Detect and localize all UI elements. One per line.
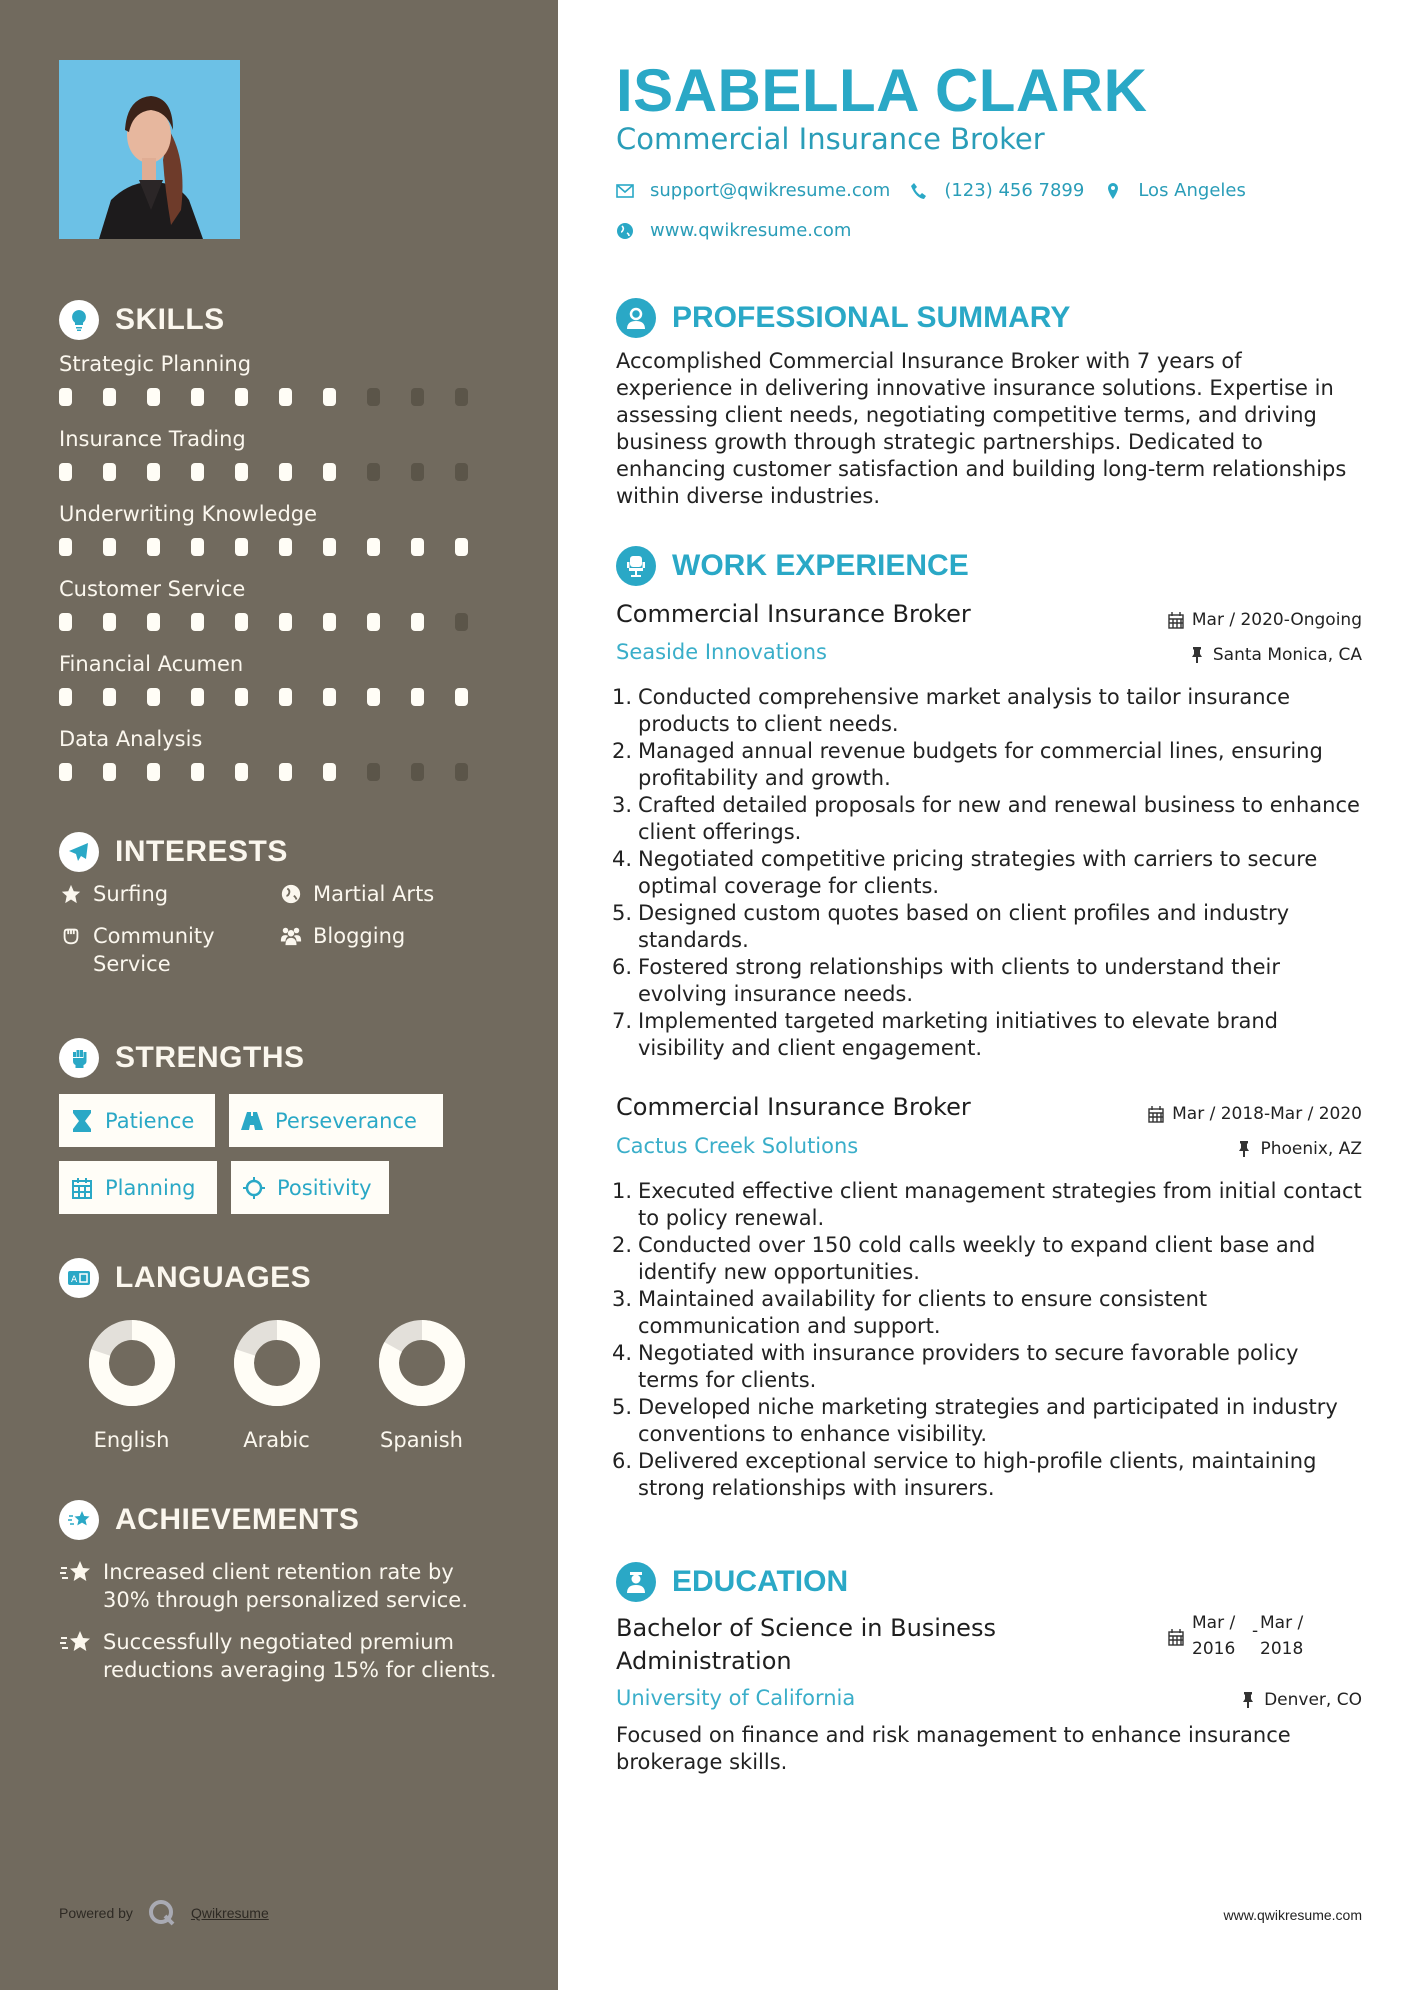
job-company: Seaside Innovations xyxy=(616,640,827,664)
globe-icon xyxy=(616,222,634,240)
skill-rating xyxy=(59,688,499,706)
svg-text:A: A xyxy=(71,1275,78,1285)
shooting-star-icon xyxy=(59,1628,93,1658)
candidate-name: ISABELLA CLARK xyxy=(616,57,1148,124)
bullet-item: 4. Negotiated competitive pricing strategies with carriers to secure optimal coverage for clients. xyxy=(612,847,1318,898)
education-location: Denver, CO xyxy=(1240,1690,1362,1710)
envelope-icon xyxy=(616,182,634,200)
education-dates: Mar / 2016 - Mar / 2018 xyxy=(1168,1610,1320,1662)
rating-dot-filled xyxy=(235,688,248,706)
paper-plane-icon xyxy=(59,832,99,872)
bullet-item: 3. Crafted detailed proposals for new and renewal business to enhance client offerings. xyxy=(612,793,1360,844)
pushpin-icon xyxy=(1189,646,1205,664)
rating-dot-filled xyxy=(235,388,248,406)
rating-dot-empty xyxy=(411,463,424,481)
rating-dot-empty xyxy=(367,463,380,481)
bullet-item: 4. Negotiated with insurance providers to secure favorable policy terms for clients. xyxy=(612,1341,1299,1392)
office-chair-icon xyxy=(616,546,656,586)
rating-dot-filled xyxy=(279,388,292,406)
shooting-star-icon xyxy=(59,1500,99,1540)
rating-dot-filled xyxy=(235,763,248,781)
rating-dot-filled xyxy=(147,388,160,406)
bullet-item: 5. Developed niche marketing strategies and participated in industry conventions to enhance visibility. xyxy=(612,1395,1338,1446)
rating-dot-filled xyxy=(103,538,116,556)
achievement-item: Increased client retention rate by 30% through personalized service. xyxy=(59,1558,499,1614)
experience-heading: WORK EXPERIENCE xyxy=(616,546,969,586)
strength-chip: Patience xyxy=(59,1094,215,1147)
interests-list xyxy=(59,880,519,978)
interest-item: Martial Arts xyxy=(279,880,499,908)
bullet-item: 7. Implemented targeted marketing initiatives to elevate brand visibility and client engagement. xyxy=(612,1009,1279,1060)
rating-dot-empty xyxy=(367,388,380,406)
rating-dot-filled xyxy=(103,763,116,781)
website-row xyxy=(616,220,851,241)
end-date: Mar / 2018 xyxy=(1260,1613,1304,1659)
skill-rating xyxy=(59,538,499,556)
phone-number[interactable]: (123) 456 7899 xyxy=(944,180,1085,201)
rating-dot-filled xyxy=(147,613,160,631)
rating-dot-filled xyxy=(103,688,116,706)
rating-dot-filled xyxy=(147,763,160,781)
skill-label: Customer Service xyxy=(59,577,246,601)
fist-icon xyxy=(59,1038,99,1078)
hand-icon xyxy=(59,922,83,950)
job-location: Santa Monica, CA xyxy=(1189,645,1362,665)
skill-item xyxy=(59,727,499,781)
website-link[interactable]: www.qwikresume.com xyxy=(650,220,852,241)
rating-dot-filled xyxy=(411,613,424,631)
skill-label: Data Analysis xyxy=(59,727,203,751)
profile-photo xyxy=(59,60,240,239)
job-title: Commercial Insurance Broker xyxy=(616,1093,971,1121)
skill-label: Insurance Trading xyxy=(59,427,246,451)
qwikresume-logo-icon xyxy=(147,1898,177,1928)
job-bullets xyxy=(612,1178,1362,1502)
rating-dot-filled xyxy=(191,388,204,406)
rating-dot-filled xyxy=(323,688,336,706)
achievement-item: Successfully negotiated premium reductions averaging 15% for clients. xyxy=(59,1628,499,1684)
job-dates: Mar / 2018-Mar / 2020 xyxy=(1148,1104,1362,1124)
languages-heading: A LANGUAGES xyxy=(59,1258,311,1298)
language-donut-icon xyxy=(379,1320,465,1406)
sidebar xyxy=(0,0,558,1990)
strengths-heading: STRENGTHS xyxy=(59,1038,305,1078)
rating-dot-filled xyxy=(59,688,72,706)
phone-icon xyxy=(910,182,928,200)
calendar-icon xyxy=(1168,1628,1184,1646)
powered-by: Powered by Qwikresume xyxy=(59,1898,269,1928)
rating-dot-filled xyxy=(191,463,204,481)
skill-rating xyxy=(59,763,499,781)
rating-dot-empty xyxy=(455,388,468,406)
job-company: Cactus Creek Solutions xyxy=(616,1134,859,1158)
rating-dot-filled xyxy=(279,763,292,781)
bullet-item: 2. Managed annual revenue budgets for commercial lines, ensuring profitability and growth. xyxy=(612,739,1323,790)
rating-dot-empty xyxy=(455,763,468,781)
group-icon xyxy=(279,922,303,950)
translate-icon xyxy=(59,1258,99,1298)
achievements-list xyxy=(59,1558,499,1698)
rating-dot-empty xyxy=(411,763,424,781)
rating-dot-filled xyxy=(59,388,72,406)
skill-label: Strategic Planning xyxy=(59,352,252,376)
rating-dot-empty xyxy=(367,763,380,781)
rating-dot-filled xyxy=(279,538,292,556)
job-dates: Mar / 2020-Ongoing xyxy=(1168,610,1362,630)
bullet-item: 6. Fostered strong relationships with clients to understand their evolving insurance needs. xyxy=(612,955,1281,1006)
summary-text: Accomplished Commercial Insurance Broker with 7 years of experience in delivering innovative insurance solutions. Expertise in assessing client needs, negotiating competitive terms, and driving business growth through strategic partnerships. Dedicated to enhancing customer satisfaction and building long-term relationships within diverse industries. xyxy=(616,349,1347,508)
pushpin-icon xyxy=(1240,1691,1256,1709)
rating-dot-filled xyxy=(59,763,72,781)
rating-dot-filled xyxy=(191,538,204,556)
skill-item xyxy=(59,577,499,631)
rating-dot-filled xyxy=(279,463,292,481)
skill-rating xyxy=(59,388,499,406)
strength-chip: Perseverance xyxy=(229,1094,443,1147)
email-link[interactable]: support@qwikresume.com xyxy=(650,180,891,201)
map-pin-icon xyxy=(1104,182,1122,200)
job-bullets xyxy=(612,684,1362,1062)
rating-dot-empty xyxy=(411,388,424,406)
main-content xyxy=(558,0,1407,1990)
calendar-icon xyxy=(71,1176,93,1200)
lightbulb-icon xyxy=(59,300,99,340)
rating-dot-filled xyxy=(323,538,336,556)
bullet-item: 5. Designed custom quotes based on client profiles and industry standards. xyxy=(612,901,1290,952)
bullet-item: 2. Conducted over 150 cold calls weekly to expand client base and identify new opportunities. xyxy=(612,1233,1316,1284)
job-title: Commercial Insurance Broker xyxy=(616,600,971,628)
rating-dot-filled xyxy=(147,688,160,706)
languages-list xyxy=(59,1320,494,1452)
rating-dot-filled xyxy=(411,538,424,556)
bullet-item: 3. Maintained availability for clients to ensure consistent communication and support. xyxy=(612,1287,1208,1338)
skill-item xyxy=(59,502,499,556)
sun-icon xyxy=(243,1176,265,1200)
skill-rating xyxy=(59,463,499,481)
person-portrait-icon xyxy=(59,60,240,239)
rating-dot-filled xyxy=(235,463,248,481)
language-item: Spanish xyxy=(349,1320,494,1452)
language-item: Arabic xyxy=(204,1320,349,1452)
hourglass-icon xyxy=(71,1109,93,1133)
skill-rating xyxy=(59,613,499,631)
bullet-item: 1. Executed effective client management strategies from initial contact to policy renewal. xyxy=(612,1179,1362,1230)
language-donut-icon xyxy=(234,1320,320,1406)
education-heading: EDUCATION xyxy=(616,1562,848,1602)
start-date: Mar / 2016 xyxy=(1192,1613,1236,1659)
interest-item: Surfing xyxy=(59,880,279,908)
rating-dot-filled xyxy=(279,688,292,706)
user-icon xyxy=(616,298,656,338)
pushpin-icon xyxy=(1236,1140,1252,1158)
rating-dot-filled xyxy=(59,613,72,631)
bullet-item: 1. Conducted comprehensive market analysis to tailor insurance products to client needs. xyxy=(612,685,1291,736)
rating-dot-filled xyxy=(323,463,336,481)
skill-item xyxy=(59,652,499,706)
rating-dot-filled xyxy=(367,688,380,706)
road-icon xyxy=(241,1109,263,1133)
interest-item: Blogging xyxy=(279,922,499,978)
rating-dot-filled xyxy=(191,688,204,706)
rating-dot-filled xyxy=(59,538,72,556)
rating-dot-filled xyxy=(191,613,204,631)
calendar-icon xyxy=(1168,611,1184,629)
skill-item xyxy=(59,352,499,406)
skills-heading: SKILLS xyxy=(59,300,225,340)
bullet-item: 6. Delivered exceptional service to high-profile clients, maintaining strong relationships with insurers. xyxy=(612,1449,1317,1500)
skill-item xyxy=(59,427,499,481)
graduate-icon xyxy=(616,1562,656,1602)
rating-dot-filled xyxy=(59,463,72,481)
location-text: Los Angeles xyxy=(1138,180,1246,201)
rating-dot-filled xyxy=(103,388,116,406)
rating-dot-filled xyxy=(411,688,424,706)
interest-item: Community Service xyxy=(59,922,279,978)
rating-dot-filled xyxy=(235,538,248,556)
language-item: English xyxy=(59,1320,204,1452)
rating-dot-filled xyxy=(455,538,468,556)
achievements-heading: ACHIEVEMENTS xyxy=(59,1500,359,1540)
strength-chip: Positivity xyxy=(231,1161,389,1214)
rating-dot-filled xyxy=(367,538,380,556)
strengths-list xyxy=(59,1094,519,1214)
summary-heading: PROFESSIONAL SUMMARY xyxy=(616,298,1070,338)
globe-icon xyxy=(279,880,303,908)
rating-dot-filled xyxy=(147,463,160,481)
rating-dot-filled xyxy=(367,613,380,631)
education-description: Focused on finance and risk management to enhance insurance brokerage skills. xyxy=(616,1723,1291,1774)
rating-dot-filled xyxy=(279,613,292,631)
candidate-title: Commercial Insurance Broker xyxy=(616,122,1045,156)
rating-dot-filled xyxy=(147,538,160,556)
contact-row xyxy=(616,180,1246,201)
skill-label: Financial Acumen xyxy=(59,652,244,676)
rating-dot-filled xyxy=(455,688,468,706)
job-location: Phoenix, AZ xyxy=(1236,1139,1362,1159)
strength-chip: Planning xyxy=(59,1161,217,1214)
shooting-star-icon xyxy=(59,1558,93,1588)
calendar-icon xyxy=(1148,1105,1164,1123)
rating-dot-filled xyxy=(235,613,248,631)
skill-label: Underwriting Knowledge xyxy=(59,502,318,526)
rating-dot-filled xyxy=(323,613,336,631)
rating-dot-filled xyxy=(103,463,116,481)
qwikresume-link[interactable]: Qwikresume xyxy=(190,1905,269,1921)
rating-dot-empty xyxy=(455,463,468,481)
rating-dot-filled xyxy=(323,763,336,781)
rating-dot-filled xyxy=(103,613,116,631)
school-name: University of California xyxy=(616,1686,856,1710)
interests-heading: INTERESTS xyxy=(59,832,288,872)
rating-dot-filled xyxy=(191,763,204,781)
rating-dot-empty xyxy=(455,613,468,631)
rating-dot-filled xyxy=(323,388,336,406)
footer-website[interactable]: www.qwikresume.com xyxy=(1223,1907,1362,1923)
language-donut-icon xyxy=(89,1320,175,1406)
star-icon xyxy=(59,880,83,908)
degree-title: Bachelor of Science in Business Administration xyxy=(616,1614,996,1675)
